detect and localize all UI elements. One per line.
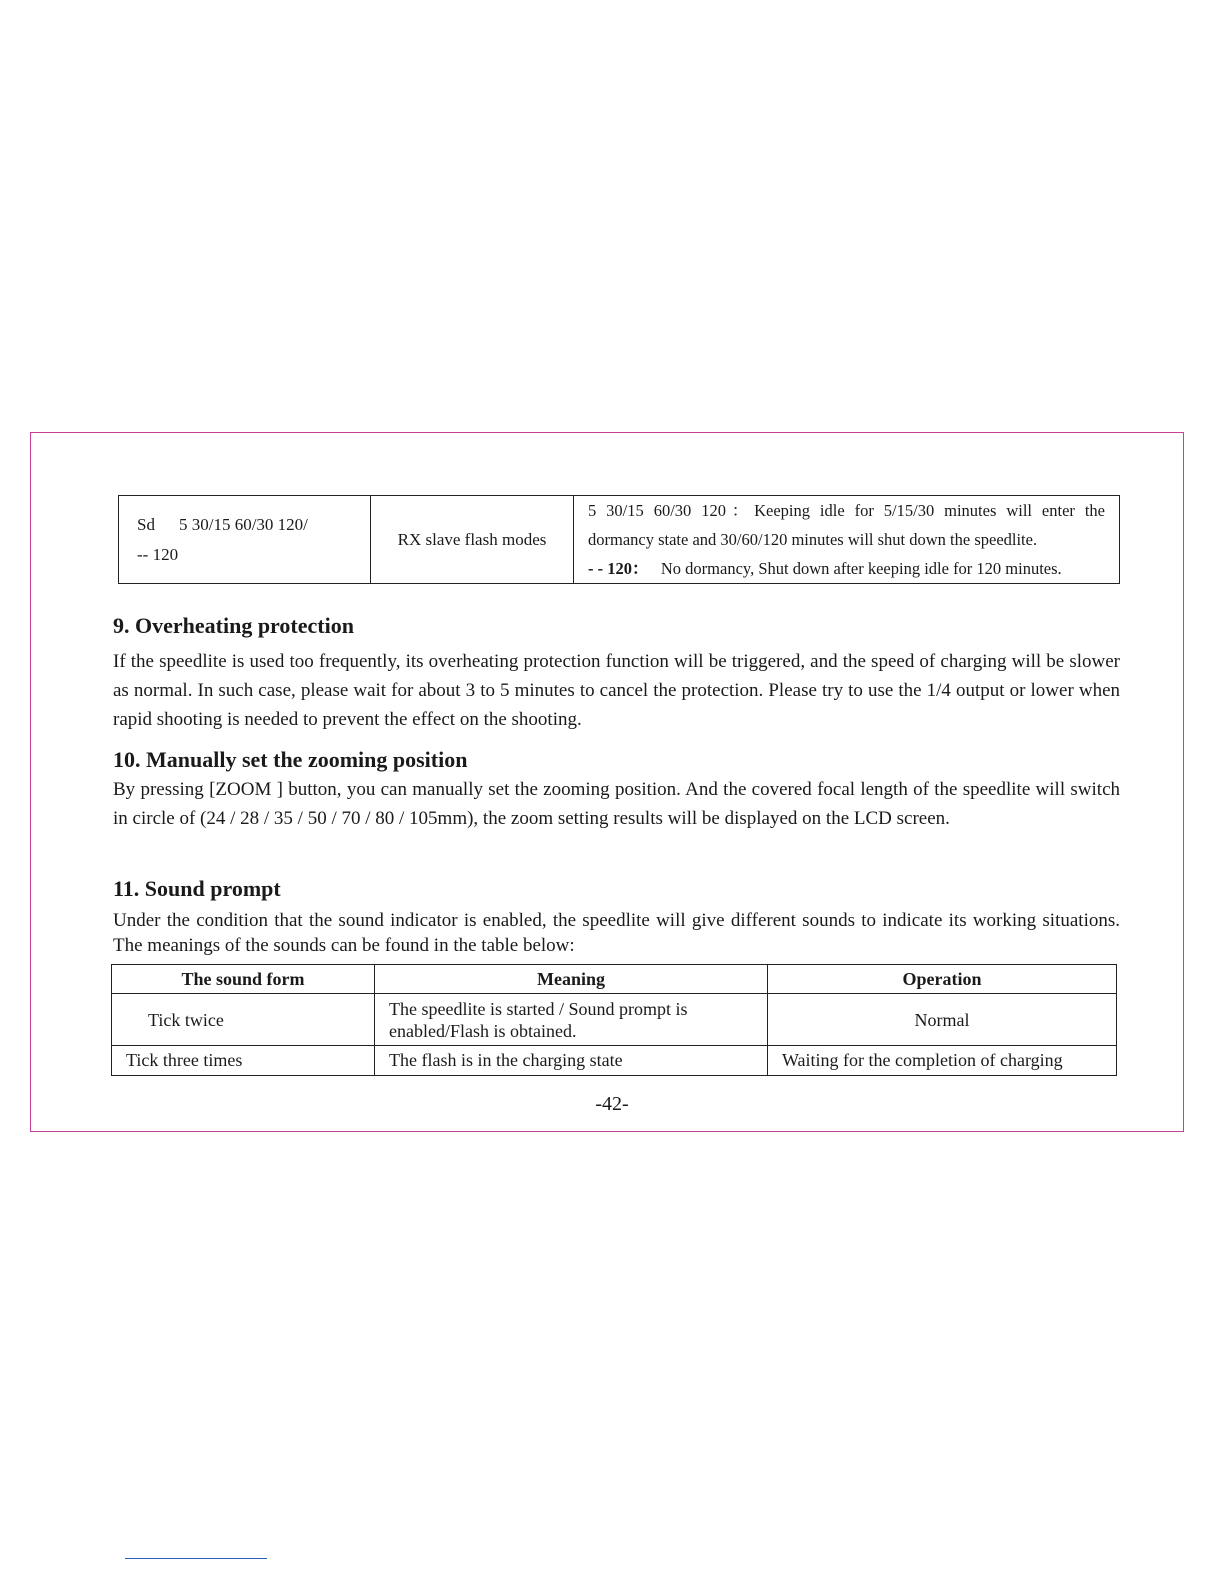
setting-values-cont: -- 120 <box>137 544 179 564</box>
header-sound-form: The sound form <box>112 965 375 994</box>
setting-description-cell <box>574 496 1120 584</box>
section-body-zoom: By pressing [ZOOM ] button, you can manually set the zooming position. And the covered focal length of the speedlite will switch in circle of (24 / 28 / 35 / 50 / 70 / 80 / 105mm), the zoom setting results will be displayed on the LCD screen. <box>113 779 1120 829</box>
setting-description-2-prefix: - - 120： <box>588 559 649 578</box>
table-row <box>112 1046 1117 1076</box>
setting-mode-cell: RX slave flash modes <box>371 496 574 584</box>
table-header-row <box>112 965 1117 994</box>
section-heading-zoom: 10. Manually set the zooming position <box>113 747 468 772</box>
setting-code: Sd <box>137 514 155 534</box>
section-body-overheating: If the speedlite is used too frequently, its overheating protection function will be triggered, and the speed of charging will be slower as normal. In such case, please wait for about 3 to 5 minutes to cancel the protection. Please try to use the 1/4 output or lower when rapid shooting is needed to prevent the effect on the shooting. <box>113 651 1120 730</box>
sleep-settings-table <box>118 495 1120 584</box>
header-meaning: Meaning <box>375 965 768 994</box>
operation-cell: Waiting for the completion of charging <box>768 1046 1117 1076</box>
table-row <box>119 496 1120 584</box>
sound-form-cell: Tick twice <box>112 994 375 1046</box>
setting-values: 5 30/15 60/30 120/ <box>178 514 308 534</box>
section-heading-sound: 11. Sound prompt <box>113 876 281 901</box>
section-body-sound: Under the condition that the sound indicator is enabled, the speedlite will give different sounds to indicate its working situations. The meanings of the sounds can be found in the table below: <box>113 910 1120 956</box>
footnote-divider <box>125 1558 267 1559</box>
setting-code-cell <box>119 496 371 584</box>
sound-form-cell: Tick three times <box>112 1046 375 1076</box>
operation-cell: Normal <box>768 994 1117 1046</box>
header-operation: Operation <box>768 965 1117 994</box>
setting-description-1: 5 30/15 60/30 120：Keeping idle for 5/15/30 minutes will enter the dormancy state and 30/60/120 minutes will shut down the speedlite. <box>588 501 1105 549</box>
sound-table <box>111 964 1117 1076</box>
meaning-cell: The speedlite is started / Sound prompt is enabled/Flash is obtained. <box>375 994 768 1046</box>
setting-description-2: No dormancy, Shut down after keeping idle for 120 minutes. <box>660 559 1062 578</box>
table-row <box>112 994 1117 1046</box>
page-number: -42- <box>595 1093 629 1115</box>
section-heading-overheating: 9. Overheating protection <box>113 613 354 638</box>
meaning-cell: The flash is in the charging state <box>375 1046 768 1076</box>
